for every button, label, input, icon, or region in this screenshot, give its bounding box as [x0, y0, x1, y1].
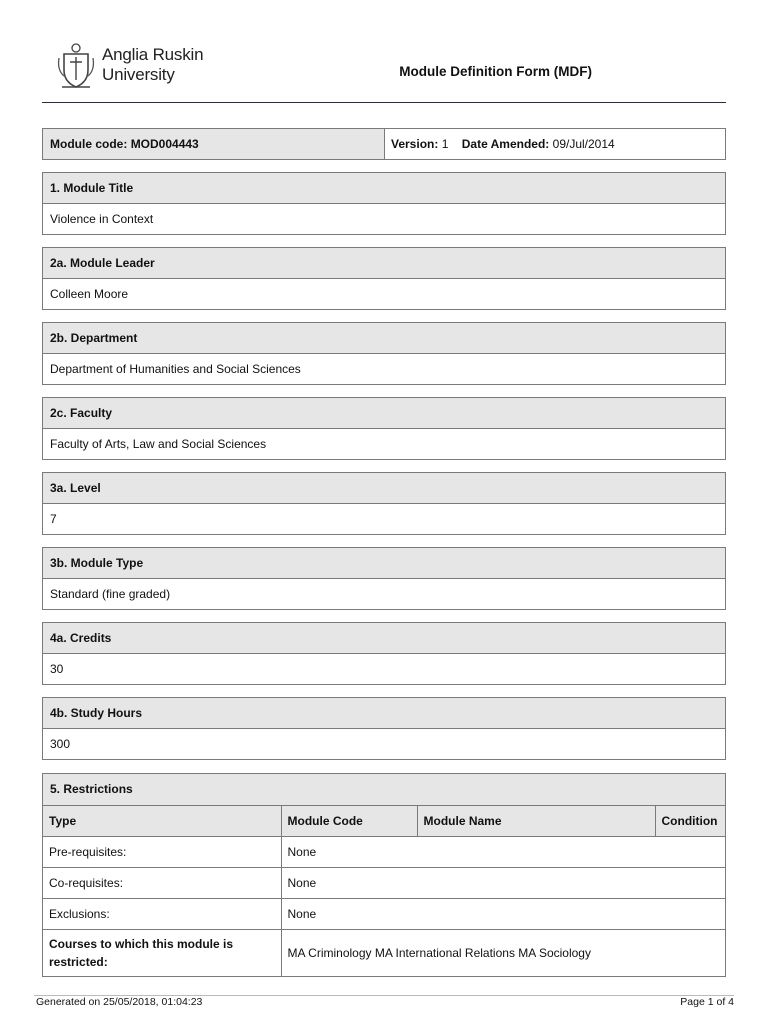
- generated-timestamp: Generated on 25/05/2018, 01:04:23: [36, 996, 203, 1008]
- section-credits: [42, 622, 726, 685]
- section-faculty: [42, 397, 726, 460]
- restriction-value: None: [281, 837, 725, 868]
- column-header: Module Name: [417, 806, 655, 837]
- restriction-value: None: [281, 899, 725, 930]
- section-value: Department of Humanities and Social Sciences: [50, 362, 301, 376]
- section-value: 30: [50, 662, 64, 676]
- table-row: [43, 930, 725, 977]
- university-logo: [56, 40, 203, 90]
- section-value: 7: [50, 512, 57, 526]
- section-module-type: [42, 547, 726, 610]
- module-code-box: [42, 128, 726, 160]
- section-value: Standard (fine graded): [50, 587, 171, 601]
- table-row: [43, 837, 725, 868]
- date-amended-value: 09/Jul/2014: [552, 137, 615, 151]
- form-title: Module Definition Form (MDF): [399, 64, 592, 79]
- restricted-courses-value: MA Criminology MA International Relations MA Sociology: [281, 930, 725, 977]
- column-header: Module Code: [281, 806, 417, 837]
- university-name-line2: University: [102, 65, 175, 84]
- section-header: 1. Module Title: [43, 173, 725, 204]
- section-module-leader: [42, 247, 726, 310]
- section-header: 2a. Module Leader: [43, 248, 725, 279]
- section-department: [42, 322, 726, 385]
- version-label: Version:: [391, 137, 439, 151]
- table-header-row: [43, 806, 725, 837]
- section-header: 2b. Department: [43, 323, 725, 354]
- section-value: Violence in Context: [50, 212, 154, 226]
- section-header: 2c. Faculty: [43, 398, 725, 429]
- table-row: [43, 868, 725, 899]
- section-value: 300: [50, 737, 71, 751]
- date-amended-label: Date Amended:: [461, 137, 550, 151]
- restrictions-table: [43, 805, 725, 976]
- restricted-courses-label: Courses to which this module is restricted:: [43, 930, 281, 977]
- module-code-label: Module code:: [50, 137, 128, 151]
- section-header: 3b. Module Type: [43, 548, 725, 579]
- section-restrictions: [42, 773, 726, 977]
- university-name: [102, 45, 203, 85]
- page-number: Page 1 of 4: [680, 996, 734, 1008]
- table-row: [43, 899, 725, 930]
- column-header: Type: [43, 806, 281, 837]
- section-header: 4b. Study Hours: [43, 698, 725, 729]
- section-value: Colleen Moore: [50, 287, 129, 301]
- version-value: 1: [441, 137, 449, 151]
- section-header: 4a. Credits: [43, 623, 725, 654]
- section-module-title: [42, 172, 726, 235]
- module-code-value: MOD004443: [130, 137, 199, 151]
- restriction-type: Exclusions:: [43, 899, 281, 930]
- module-code-cell: [43, 129, 385, 159]
- restriction-type: Co-requisites:: [43, 868, 281, 899]
- version-cell: [385, 129, 725, 159]
- column-header: Condition: [655, 806, 725, 837]
- section-value: Faculty of Arts, Law and Social Sciences: [50, 437, 267, 451]
- section-header: 5. Restrictions: [43, 774, 725, 805]
- restriction-value: None: [281, 868, 725, 899]
- page-header: [42, 36, 726, 102]
- header-divider: [42, 102, 726, 103]
- university-name-line1: Anglia Ruskin: [102, 45, 204, 64]
- restriction-type: Pre-requisites:: [43, 837, 281, 868]
- section-level: [42, 472, 726, 535]
- crest-icon: [56, 40, 96, 90]
- section-header: 3a. Level: [43, 473, 725, 504]
- section-study-hours: [42, 697, 726, 760]
